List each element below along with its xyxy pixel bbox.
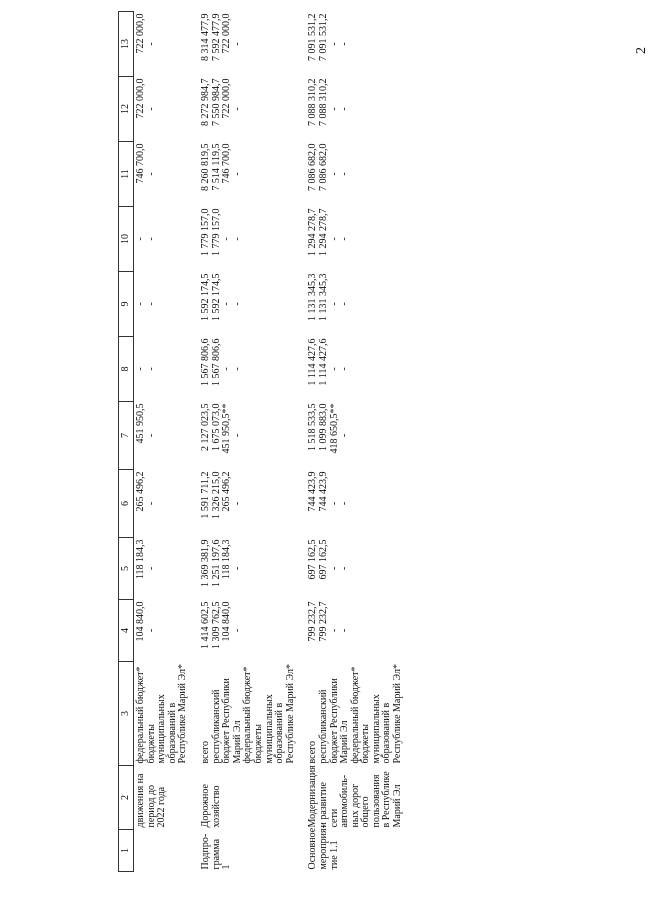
- value-cell-col-5: [302, 538, 409, 600]
- table-row: [302, 12, 409, 872]
- empty-value-dash: -: [328, 237, 340, 241]
- empty-value-dash: -: [328, 302, 340, 306]
- value: 7 091 531,2: [317, 13, 329, 61]
- value: 265 496,2: [221, 471, 233, 512]
- header-cell-4: 4: [119, 600, 134, 662]
- empty-value-dash: -: [221, 237, 233, 241]
- value: 118 184,3: [135, 539, 146, 580]
- value-cell-col-8: [302, 337, 409, 402]
- value-cell-col-7: [134, 402, 195, 470]
- empty-value-dash: -: [328, 628, 340, 633]
- value: 722 000,0: [135, 13, 146, 54]
- value: 1 294 278,7: [317, 208, 329, 256]
- value: 7 088 310,2: [307, 78, 319, 126]
- header-cell-2: 2: [119, 766, 134, 830]
- funding-source-cell: [195, 662, 302, 766]
- value-cell-col-4: [302, 600, 409, 662]
- value-cell-col-10: [134, 207, 195, 272]
- value-cell-col-10: [195, 207, 302, 272]
- value: 1 779 157,0: [210, 208, 222, 256]
- empty-value-dash: -: [145, 628, 157, 633]
- value-cell-col-6: [134, 470, 195, 538]
- empty-value-dash: -: [145, 42, 157, 46]
- empty-value-dash: -: [145, 367, 157, 371]
- value-cell-col-12: [302, 77, 409, 142]
- value-cell-col-13: [195, 12, 302, 77]
- empty-value-dash: -: [221, 302, 233, 306]
- value: 697 162,5: [317, 539, 329, 580]
- header-row: [119, 12, 134, 872]
- value-cell-col-7: [302, 402, 409, 470]
- value: 1 251 197,6: [210, 539, 222, 587]
- row-item-cell: Основное мероприя- тие 1.1: [307, 825, 340, 870]
- header-cell-5: 5: [119, 538, 134, 600]
- value: 7 091 531,2: [307, 13, 319, 61]
- header-cell-7: 7: [119, 402, 134, 470]
- value: 7 086 682,0: [317, 143, 329, 191]
- value: 8 272 984,7: [199, 78, 211, 126]
- empty-value-dash: -: [145, 433, 157, 438]
- value-cell-col-4: [134, 600, 195, 662]
- value: 8 260 819,5: [199, 143, 211, 191]
- value-cell-col-4: [195, 600, 302, 662]
- value: 1 414 602,5: [199, 601, 211, 649]
- value: 1 779 157,0: [199, 208, 211, 256]
- value-cell-col-9: [302, 272, 409, 337]
- value: 1 131 345,3: [307, 273, 319, 321]
- value: 746 700,0: [221, 143, 233, 184]
- value: 722 000,0: [221, 13, 233, 54]
- empty-value-dash: -: [231, 566, 243, 571]
- empty-value-dash: -: [328, 172, 340, 176]
- value-cell-col-5: [134, 538, 195, 600]
- funding-source-label: республиканский бюджет Республики Марий Эл: [317, 678, 351, 764]
- value: 1 114 427,6: [307, 338, 319, 386]
- budget-table: [118, 11, 410, 872]
- value: 118 184,3: [221, 539, 233, 580]
- empty-value-dash: -: [145, 302, 157, 306]
- value: 722 000,0: [221, 78, 233, 119]
- value: 104 840,0: [135, 601, 146, 642]
- funding-source-label: бюджеты муниципальных образований в Республике Марий Эл*: [360, 664, 404, 764]
- empty-value-dash: -: [231, 501, 243, 506]
- value-cell-col-5: [195, 538, 302, 600]
- value: 1 099 883,0: [317, 403, 329, 451]
- header-cell-12: 12: [119, 77, 134, 142]
- value: 1 309 762,5: [210, 601, 222, 649]
- empty-value-dash: -: [231, 172, 243, 176]
- empty-value-dash: -: [328, 42, 340, 46]
- empty-value-dash: -: [339, 302, 351, 306]
- value-cell-col-10: [302, 207, 409, 272]
- empty-value-dash: -: [145, 566, 157, 571]
- empty-value-dash: -: [339, 237, 351, 241]
- value-cell-col-11: [302, 142, 409, 207]
- funding-source-label: республиканский бюджет Республики Марий Эл: [210, 678, 243, 764]
- value-cell-col-12: [134, 77, 195, 142]
- funding-source-cell: [302, 662, 409, 766]
- row-title-cell: Модернизация и развитие сети автомобиль- ных дорог общего пользования в Республике Марий Эл: [307, 765, 404, 828]
- value: 1 294 278,7: [307, 208, 319, 256]
- empty-value-dash: -: [339, 628, 351, 633]
- value: 799 232,7: [317, 601, 329, 642]
- value-cell-col-8: [134, 337, 195, 402]
- value: 744 423,9: [307, 471, 319, 512]
- empty-value-dash: -: [145, 237, 157, 241]
- table-row: [134, 12, 195, 872]
- value: 1 567 806,6: [210, 338, 222, 386]
- empty-value-dash: -: [231, 433, 243, 438]
- row-title-cell: Дорожное хозяйство: [199, 784, 222, 828]
- value: 1 591 711,2: [199, 471, 211, 519]
- value: 8 314 477,9: [199, 13, 211, 61]
- funding-source-label: бюджеты муниципальных образований в Республике Марий Эл*: [252, 664, 296, 764]
- value: 104 840,0: [221, 601, 233, 642]
- value: 7 592 477,9: [210, 13, 222, 61]
- value: 1 131 345,3: [317, 273, 329, 321]
- header-cell-11: 11: [119, 142, 134, 207]
- value: 2 127 023,5: [199, 403, 211, 451]
- value: 1 518 533,5: [307, 403, 319, 451]
- value: 451 950,5**: [221, 403, 233, 454]
- row-item-cell: Подпро- грамма 1: [199, 833, 233, 870]
- value-cell-col-7: [195, 402, 302, 470]
- value: 1 592 174,5: [210, 273, 222, 321]
- funding-source-label: всего: [199, 740, 211, 764]
- value: 722 000,0: [135, 78, 146, 119]
- funding-source-label: федеральный бюджет*: [135, 666, 146, 764]
- value: 451 950,5: [135, 403, 146, 444]
- empty-value-dash: -: [231, 302, 243, 306]
- empty-value-dash: -: [339, 367, 351, 371]
- value-cell-col-11: [134, 142, 195, 207]
- empty-value-dash: -: [221, 367, 233, 371]
- value-cell-col-11: [195, 142, 302, 207]
- value: 1 326 215,0: [210, 471, 222, 519]
- value-cell-col-12: [195, 77, 302, 142]
- empty-value-dash: -: [339, 42, 351, 46]
- header-cell-13: 13: [119, 12, 134, 77]
- value: 1 592 174,5: [199, 273, 211, 321]
- value: 1 675 073,0: [210, 403, 222, 451]
- empty-value-dash: -: [135, 302, 146, 306]
- value: 265 496,2: [135, 471, 146, 512]
- value-cell-col-8: [195, 337, 302, 402]
- empty-value-dash: -: [145, 172, 157, 176]
- funding-source-cell: [134, 662, 195, 766]
- value-cell-col-6: [195, 470, 302, 538]
- empty-value-dash: -: [145, 107, 157, 111]
- value-cell-col-9: [134, 272, 195, 337]
- empty-value-dash: -: [328, 107, 340, 111]
- empty-value-dash: -: [231, 628, 243, 633]
- empty-value-dash: -: [231, 367, 243, 371]
- value: 418 650,5**: [328, 403, 340, 454]
- empty-value-dash: -: [339, 501, 351, 506]
- page-number: 2: [634, 47, 649, 54]
- header-cell-3: 3: [119, 662, 134, 766]
- header-cell-1: 1: [119, 830, 134, 872]
- empty-value-dash: -: [231, 42, 243, 46]
- funding-source-label: всего: [307, 740, 319, 764]
- header-cell-10: 10: [119, 207, 134, 272]
- value: 744 423,9: [317, 471, 329, 512]
- empty-value-dash: -: [328, 501, 340, 506]
- value-cell-col-6: [302, 470, 409, 538]
- empty-value-dash: -: [231, 237, 243, 241]
- rotated-table-container: [118, 12, 618, 872]
- empty-value-dash: -: [339, 566, 351, 571]
- row-title-cell: движения на период до 2022 года: [135, 773, 168, 828]
- value: 7 086 682,0: [307, 143, 319, 191]
- value: 7 550 984,7: [210, 78, 222, 126]
- value-cell-col-9: [195, 272, 302, 337]
- header-cell-6: 6: [119, 470, 134, 538]
- value-cell-col-13: [302, 12, 409, 77]
- empty-value-dash: -: [135, 237, 146, 241]
- row-item-cell: [134, 830, 195, 872]
- empty-value-dash: -: [135, 367, 146, 371]
- value: 1 114 427,6: [317, 338, 329, 386]
- empty-value-dash: -: [145, 501, 157, 506]
- table-row: [195, 12, 302, 872]
- empty-value-dash: -: [339, 433, 351, 438]
- value: 7 514 119,5: [210, 143, 222, 191]
- funding-source-label: бюджеты муниципальных образований в Республике Марий Эл*: [145, 664, 189, 764]
- value: 697 162,5: [307, 539, 319, 580]
- value: 799 232,7: [307, 601, 319, 642]
- empty-value-dash: -: [339, 172, 351, 176]
- value: 1 567 806,6: [199, 338, 211, 386]
- funding-source-label: федеральный бюджет*: [242, 666, 254, 764]
- empty-value-dash: -: [231, 107, 243, 111]
- value: 7 088 310,2: [317, 78, 329, 126]
- value: 746 700,0: [135, 143, 146, 184]
- empty-value-dash: -: [328, 566, 340, 571]
- value-cell-col-13: [134, 12, 195, 77]
- header-cell-8: 8: [119, 337, 134, 402]
- empty-value-dash: -: [339, 107, 351, 111]
- table-body: [134, 12, 410, 872]
- value: 1 369 381,9: [199, 539, 211, 587]
- empty-value-dash: -: [328, 367, 340, 371]
- funding-source-label: федеральный бюджет*: [349, 666, 361, 764]
- header-cell-9: 9: [119, 272, 134, 337]
